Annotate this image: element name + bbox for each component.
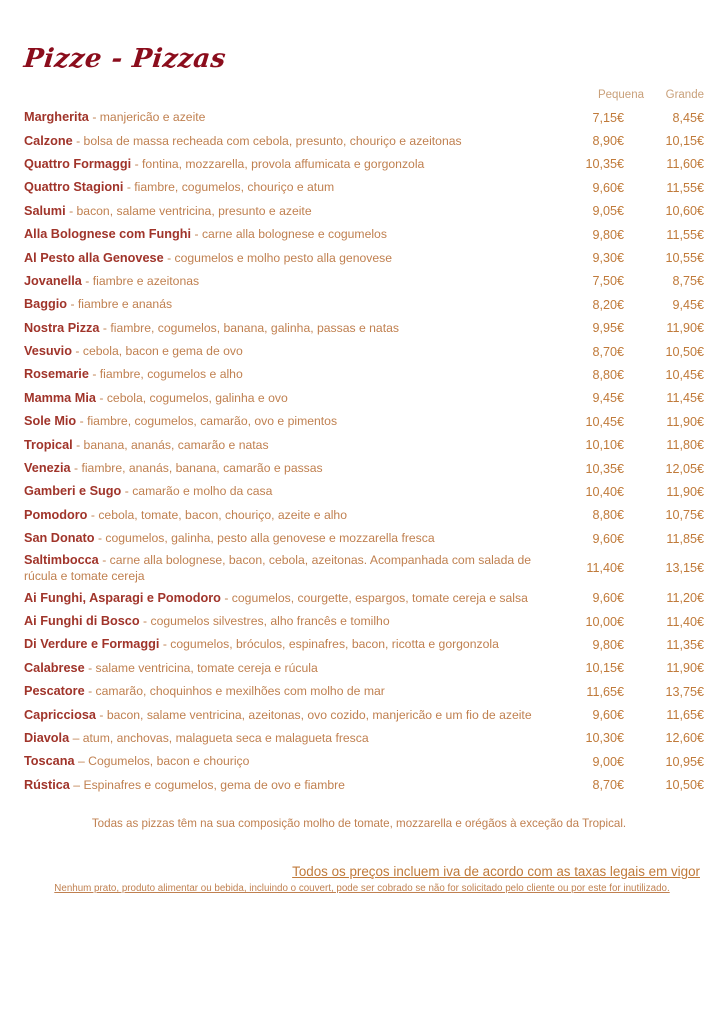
table-row [24,246,704,269]
price-small: 9,45€ [592,391,624,406]
pizza-list [0,106,724,797]
table-row [24,106,704,129]
item-description: - cebola, cogumelos, galinha e ovo [99,390,288,405]
item-name: Margherita [24,110,89,125]
item-text [24,296,560,313]
price-small: 9,80€ [592,227,624,242]
price-small: 9,60€ [592,180,624,195]
table-row [24,633,704,656]
item-text [24,343,560,360]
item-description: - fiambre e azeitonas [85,273,200,288]
item-description: - fiambre, ananás, banana, camarão e passas [74,461,323,476]
item-name: San Donato [24,531,95,546]
price-large: 10,75€ [665,508,704,523]
table-row [24,387,704,410]
price-large: 11,35€ [666,637,704,652]
item-text [24,109,560,126]
item-name: Vesuvio [24,344,72,359]
item-text [24,273,560,290]
item-description: - camarão e molho da casa [124,484,273,499]
price-small: 9,80€ [592,637,624,652]
price-large: 10,50€ [665,778,704,793]
table-row [24,480,704,503]
item-text [24,413,560,430]
item-name: Calzone [24,133,73,148]
vat-note: Todos os preços incluem iva de acordo com as taxas legais em vigor [292,864,700,879]
price-small: 10,10€ [585,438,624,453]
price-large: 12,60€ [665,731,704,746]
item-description: - banana, ananás, camarão e natas [76,437,269,452]
item-name: Jovanella [24,273,82,288]
item-text [24,203,560,220]
table-row [24,129,704,152]
price-small: 9,60€ [592,591,624,606]
page-title: Pizze - Pizzas [22,44,228,74]
price-large: 10,45€ [665,367,704,382]
price-large: 11,90€ [666,321,704,336]
item-text [24,250,560,267]
price-large: 13,75€ [665,684,704,699]
table-row [24,504,704,527]
price-large: 11,55€ [666,227,704,242]
price-small: 11,40€ [586,561,624,576]
table-row [24,727,704,750]
item-name: Al Pesto alla Genovese [24,250,164,265]
price-small: 9,60€ [592,531,624,546]
item-text [24,707,560,724]
item-text [24,530,560,547]
price-large: 11,85€ [666,531,704,546]
item-name: Quattro Formaggi [24,156,132,171]
price-small: 10,35€ [585,461,624,476]
price-small: 9,05€ [592,204,624,219]
price-large: 11,45€ [666,391,704,406]
price-large: 11,90€ [666,661,704,676]
item-text [24,179,560,196]
item-text [24,156,560,173]
price-column-headers [0,89,724,105]
price-large: 11,90€ [666,414,704,429]
item-name: Pescatore [24,684,85,699]
item-description: - fiambre, cogumelos, banana, galinha, passas e natas [102,320,399,335]
price-small: 9,00€ [592,754,624,769]
item-text [24,730,560,747]
table-row [24,610,704,633]
item-text [24,613,560,630]
item-description: - carne alla bolognese e cogumelos [194,227,387,242]
table-row [24,680,704,703]
item-text [24,552,560,585]
item-name: Toscana [24,754,75,769]
price-small: 8,70€ [592,778,624,793]
table-row [24,410,704,433]
item-description: - camarão, choquinhos e mexilhões com molho de mar [88,684,385,699]
item-text [24,483,560,500]
price-small: 11,65€ [586,684,624,699]
price-large: 9,45€ [672,297,704,312]
item-text [24,390,560,407]
table-row [24,200,704,223]
price-small: 10,00€ [585,614,624,629]
price-large: 11,20€ [666,591,704,606]
item-description: - carne alla bolognese, bacon, cebola, azeitonas. Acompanhada com salada de rúcula e tomate cereja [24,552,532,584]
table-row [24,153,704,176]
item-name: Ai Funghi, Asparagi e Pomodoro [24,590,221,605]
item-name: Salumi [24,203,66,218]
item-description: - fiambre e ananás [70,297,173,312]
item-text [24,777,560,794]
table-row [24,703,704,726]
column-header-small: Pequena [597,89,644,101]
item-description: - fontina, mozzarella, provola affumicata e gorgonzola [134,156,425,171]
item-description: - salame ventricina, tomate cereja e rúcula [88,660,318,675]
table-row [24,527,704,550]
item-description: - bolsa de massa recheada com cebola, presunto, chouriço e azeitonas [76,133,462,148]
price-small: 10,45€ [585,414,624,429]
table-row [24,340,704,363]
item-name: Baggio [24,297,67,312]
table-row [24,550,704,586]
item-name: Tropical [24,437,73,452]
item-name: Calabrese [24,660,85,675]
item-text [24,660,560,677]
table-row [24,457,704,480]
item-name: Ai Funghi di Bosco [24,614,140,628]
price-large: 13,15€ [665,561,704,576]
item-description: - cogumelos, bróculos, espinafres, bacon, ricotta e gorgonzola [162,637,499,652]
table-row [24,293,704,316]
price-large: 11,55€ [666,180,704,195]
item-description: – Cogumelos, bacon e chouriço [78,754,250,769]
table-row [24,750,704,773]
price-large: 8,75€ [672,274,704,289]
item-text [24,507,560,524]
item-text [24,460,560,477]
price-small: 10,15€ [585,661,624,676]
price-large: 11,90€ [666,484,704,499]
item-name: Di Verdure e Formaggi [24,637,160,652]
item-text [24,753,560,770]
price-small: 9,95€ [592,321,624,336]
item-description: - cogumelos, courgette, espargos, tomate cereja e salsa [224,590,528,605]
price-small: 8,20€ [592,297,624,312]
item-description: - fiambre, cogumelos e alho [92,367,243,382]
price-small: 8,70€ [592,344,624,359]
item-description: – atum, anchovas, malagueta seca e malagueta fresca [72,730,369,745]
item-name: Rosemarie [24,367,89,382]
price-large: 11,80€ [666,438,704,453]
price-small: 10,40€ [585,484,624,499]
table-row [24,433,704,456]
price-small: 10,30€ [585,731,624,746]
item-text [24,133,560,150]
item-description: - cebola, bacon e gema de ovo [75,344,243,359]
item-description: – Espinafres e cogumelos, gema de ovo e fiambre [73,777,345,792]
item-name: Sole Mio [24,414,77,429]
table-row [24,363,704,386]
table-row [24,223,704,246]
price-small: 8,90€ [592,134,624,149]
price-large: 8,45€ [672,110,704,125]
item-description: - manjericão e azeite [92,110,206,125]
price-small: 10,35€ [585,157,624,172]
price-large: 10,55€ [665,251,704,266]
item-text [24,226,560,243]
price-large: 11,65€ [666,708,704,723]
table-row [24,270,704,293]
item-description: - bacon, salame ventricina, presunto e azeite [69,203,312,218]
item-description: - cogumelos, galinha, pesto alla genovese e mozzarella fresca [97,531,435,546]
item-name: Capricciosa [24,707,96,722]
column-header-large: Grande [665,89,704,101]
table-row [24,586,704,609]
price-large: 10,15€ [665,134,704,149]
price-small: 9,30€ [592,251,624,266]
item-text [24,366,560,383]
price-small: 8,80€ [592,508,624,523]
item-name: Saltimbocca [24,552,99,567]
price-large: 11,60€ [666,157,704,172]
price-small: 9,60€ [592,708,624,723]
price-small: 7,50€ [592,274,624,289]
price-large: 11,40€ [666,614,704,629]
footer [0,864,724,894]
item-description: - cogumelos silvestres, alho francês e tomilho [143,614,390,628]
price-large: 10,95€ [665,754,704,769]
item-description: - bacon, salame ventricina, azeitonas, ovo cozido, manjericão e um fio de azeite [99,707,532,722]
table-row [24,317,704,340]
item-name: Venezia [24,461,71,476]
item-description: - cebola, tomate, bacon, chouriço, azeite e alho [90,507,347,522]
price-large: 10,50€ [665,344,704,359]
item-text [24,437,560,454]
legal-note: Nenhum prato, produto alimentar ou bebida, incluindo o couvert, pode ser cobrado se não for solicitado pelo cliente ou por este for inutilizado. [54,883,670,894]
composition-note: Todas as pizzas têm na sua composição molho de tomate, mozzarella e orégãos à exceção da Tropical. [91,816,627,830]
item-name: Diavola [24,730,70,745]
price-large: 12,05€ [665,461,704,476]
price-small: 8,80€ [592,367,624,382]
item-description: - fiambre, cogumelos, chouriço e atum [126,180,335,195]
price-small: 7,15€ [592,110,624,125]
item-name: Rústica [24,777,70,792]
item-text [24,636,560,653]
item-text [24,590,560,607]
item-name: Gamberi e Sugo [24,484,122,499]
table-row [24,774,704,797]
price-large: 10,60€ [665,204,704,219]
item-name: Nostra Pizza [24,320,100,335]
title-container [0,0,724,92]
item-text [24,320,560,337]
item-description: - fiambre, cogumelos, camarão, ovo e pimentos [79,414,338,429]
item-description: - cogumelos e molho pesto alla genovese [167,250,393,265]
table-row [24,176,704,199]
item-name: Pomodoro [24,507,88,522]
table-row [24,657,704,680]
item-name: Mamma Mia [24,390,96,405]
item-name: Quattro Stagioni [24,180,124,195]
item-text [24,683,560,700]
item-name: Alla Bolognese com Funghi [24,227,192,242]
